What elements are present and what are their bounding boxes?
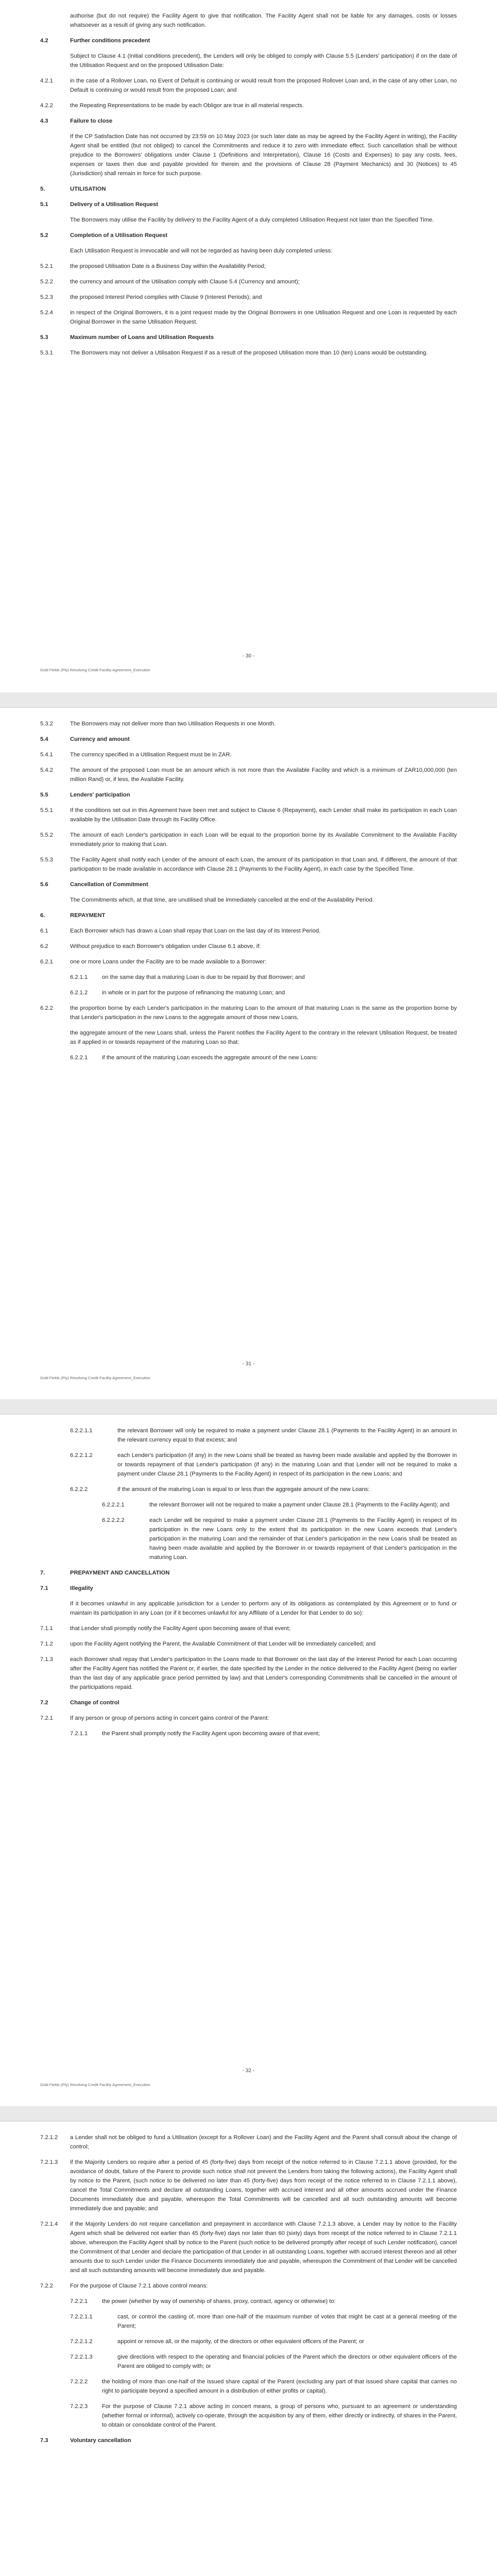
clause-paragraph [40,2281,457,2291]
clause-number: 7.2.2.3 [70,2403,88,2410]
clause-number: 4.3 [40,118,48,124]
clause-paragraph [40,101,457,110]
clause-number: 6.2 [40,943,48,950]
clause-text: in respect of the Original Borrowers, it is a joint request made by the Original Borrowers in one Utilisation Request and one Loan is requested by each Original Borrower in the same Utilisation Request. [70,310,457,325]
clause-text: Currency and amount [70,736,130,742]
clause-text: that Lender shall promptly notify the Facility Agent upon becoming aware of that event; [70,1625,290,1632]
clause-number: 5.2 [40,232,48,239]
clause-paragraph [40,1624,457,1633]
clause-number: 6.2.1.2 [70,990,88,996]
clause-heading [40,2436,457,2445]
clause-number: 7.2.2.1.2 [70,2338,93,2345]
clause-number: 5.2.4 [40,310,53,316]
clause-heading [40,36,457,45]
document-page [0,0,497,692]
clause-text: The Facility Agent shall notify each Lender of the amount of each Loan, the amount of its participation in that Loan and, if different, the amount of that participation to be made available in accordance with Clause 28.1 (Payments to the Facility Agent), in each case by the Specified Time. [70,857,457,872]
clause-number: 5.3.1 [40,350,53,356]
clause-number: 5.5.3 [40,857,53,863]
clause-text: The Borrowers may not deliver a Utilisation Request if as a result of the proposed Utilisation more than 10 (ten) Loans would be outstanding. [70,350,428,356]
clause-paragraph [40,926,457,936]
clause-number: 7.2.2 [40,2283,53,2289]
clause-text: if the amount of the maturing Loan is equal to or less than the aggregate amount of the new Loans: [117,1486,370,1493]
clause-number: 5.6 [40,882,48,888]
clause-paragraph [40,895,457,905]
clause-paragraph [40,1714,457,1723]
clause-text: give directions with respect to the operating and financial policies of the Parent which the directors or other equivalent officers of the Parent are obliged to comply with; or [117,2354,457,2369]
clause-number: 7.2.2.2 [70,2379,88,2385]
document-page [0,1414,497,2106]
clause-text: Change of control [70,1700,119,1706]
clause-text: the proportion borne by each Lender's participation in the maturing Loan to the amount of that maturing Loan is the same as the proportion borne by that Lender's participation in the new Loans to the aggregate amount of those new Loans, [70,1005,457,1021]
clause-paragraph [40,2337,457,2346]
clause-number: 5.4.2 [40,767,53,773]
clause-number: 6.2.2.1.1 [70,1428,93,1434]
clause-number: 5.3.2 [40,721,53,727]
clause-heading [40,790,457,800]
clause-paragraph [40,1451,457,1479]
clause-paragraph [40,973,457,982]
clause-text: the proposed Utilisation Date is a Business Day within the Availability Period; [70,263,266,269]
clause-paragraph [40,277,457,286]
clause-text: Each Utilisation Request is irrevocable and will not be regarded as having been duly completed unless: [70,248,333,254]
clause-number: 7.1.2 [40,1641,53,1647]
clause-text: Illegality [70,1585,93,1591]
clause-text: in the case of a Rollover Loan, no Event of Default is continuing or would result from the proposed Rollover Loan and, in the case of any other Loan, no Default is continuing or would result from the proposed Loan; and [70,78,457,93]
clause-paragraph [40,2402,457,2430]
clause-number: 7.2.2.1.1 [70,2314,93,2320]
document-footer: Gold Fields (Pty) Revolving Credit Facility Agreement_Execution [40,668,150,672]
clause-paragraph [40,76,457,95]
clause-text: if the amount of the maturing Loan exceeds the aggregate amount of the new Loans: [102,1055,318,1061]
page-number: - 31 - [242,1361,255,1367]
clause-text: the proposed Interest Period complies with Clause 9 (Interest Periods); and [70,294,262,300]
clause-text: Maximum number of Loans and Utilisation Requests [70,334,214,341]
clause-number: 5.3 [40,334,48,341]
clause-number: 5.4 [40,736,48,742]
clause-paragraph [40,308,457,327]
clause-paragraph [40,348,457,358]
clause-text: the holding of more than one-half of the issued share capital of the Parent (excluding any part of that issued share capital that carries no right to participate beyond a specified amount in a distribution of either profits or capital). [102,2379,457,2394]
document-page [0,707,497,1399]
clause-number: 7.2.2.1.3 [70,2354,93,2360]
clause-number: 5.5 [40,792,48,798]
clause-text: The Borrowers may not deliver more than two Utilisation Requests in one Month. [70,721,276,727]
clause-heading [40,911,457,920]
clause-text: The Borrowers may utilise the Facility by delivery to the Facility Agent of a duly completed Utilisation Request not later than the Specified Time. [70,217,434,223]
clause-paragraph [40,806,457,824]
clause-paragraph [40,2297,457,2306]
clause-paragraph [40,2352,457,2371]
clause-number: 7.1 [40,1585,48,1591]
clause-paragraph [40,942,457,951]
document-footer: Gold Fields (Pty) Revolving Credit Facility Agreement_Execution [40,2082,150,2087]
clause-paragraph [40,750,457,759]
clause-heading [40,735,457,744]
clause-text: the Parent shall promptly notify the Facility Agent upon becoming aware of that event; [102,1731,320,1737]
clause-paragraph [40,2377,457,2396]
clause-paragraph [40,1655,457,1692]
clause-number: 6.2.2.2.1 [102,1502,125,1508]
clause-text: Voluntary cancellation [70,2437,131,2444]
clause-heading [40,116,457,126]
clause-text: the Repeating Representations to be made by each Obligor are true in all material respects. [70,103,304,109]
clause-text: Completion of a Utilisation Request [70,232,167,239]
clause-number: 5.2.2 [40,279,53,285]
clause-text: For the purpose of Clause 7.2.1 above acting in concert means, a group of persons who, pursuant to an agreement or understanding (whether formal or informal), actively co-operate, through the acquisition by any of them, either directly or indirectly, of shares in the Parent, to obtain or consolidate control of the Parent. [102,2403,457,2428]
clause-paragraph [40,262,457,271]
clause-paragraph [40,1500,457,1510]
clause-text: The Commitments which, at that time, are unutilised shall be immediately cancelled at the end of the Availability Period. [70,897,374,903]
clause-number: 7.2.1.3 [40,2159,58,2165]
clause-text: if the Majority Lenders so require after a period of 45 (forty-five) days from receipt of the notice referred to in Clause 7.2.1.1 above (provided, for the avoidance of doubt, failure of the Parent to provide such notice shall not prevent the Lenders from taking the following actions), the Facility Agent shall by notice to the Parent, (such notice to be delivered no later than 45 (forty-five) days from receipt of the notice referred to in Clause 7.2.1.1 above), cancel the Total Commitments and declare all outstanding Loans, together with accrued interest and all other amounts accrued under the Finance Documents immediately due and payable, whereupon the Total Commitments will be cancelled and all such outstanding amounts will become immediately due and payable; and [70,2159,457,2212]
clause-text: a Lender shall not be obliged to fund a Utilisation (except for a Rollover Loan) and the Facility Agent and the Parent shall consult about the change of control; [70,2134,457,2150]
clause-paragraph [40,1426,457,1445]
clause-number: 7. [40,1570,45,1576]
clause-text: each Lender's participation (if any) in the new Loans shall be treated as having been made available and applied by the Borrower in or towards repayment of that Lender's participation (if any) in the maturing Loan and that Lender will not be required to make a payment under Clause 28.1 (Payments to the Facility Agent) in respect of its participation in the new Loans; and [117,1452,457,1477]
clause-text: UTILISATION [70,186,106,192]
clause-text: Cancellation of Commitment [70,882,148,888]
clause-number: 5.2.3 [40,294,53,300]
clause-text: If the conditions set out in this Agreement have been met and subject to Clause 6 (Repayment), each Lender shall make its participation in each Loan available by the Utilisation Date through its Facility Office. [70,807,457,823]
clause-paragraph [40,1004,457,1022]
clause-heading [40,184,457,194]
clause-heading [40,200,457,209]
clause-paragraph [40,215,457,225]
clause-paragraph [40,1028,457,1047]
clause-text: upon the Facility Agent notifying the Parent, the Available Commitment of that Lender will be immediately cancelled; and [70,1641,376,1647]
clause-text: each Lender will be required to make a payment under Clause 28.1 (Payments to the Facility Agent) in respect of its participation in the new Loans only to the extent that its participation in the new Loans exceeds that Lender's participation in the maturing Loan and the remainder of that Lender's participation in the new Loans shall be treated as having been made available and applied by the Borrower in or towards repayment of that Lender's participation in the maturing Loan. [149,1517,457,1561]
clause-number: 7.3 [40,2437,48,2444]
clause-number: 7.2.1.4 [40,2221,58,2227]
clause-paragraph [40,1485,457,1494]
clause-paragraph [40,246,457,256]
clause-text: Further conditions precedent [70,38,150,44]
clause-heading [40,1568,457,1578]
clause-number: 7.2 [40,1700,48,1706]
clause-number: 5.2.1 [40,263,53,269]
clause-text: the power (whether by way of ownership of shares, proxy, contract, agency or otherwise) to: [102,2298,336,2304]
clause-heading [40,1584,457,1593]
clause-text: The amount of the proposed Loan must be an amount which is not more than the Available Facility and which is a minimum of ZAR10,000,000 (ten million Rand) or, if less, the Available Facility. [70,767,457,783]
clause-heading [40,1698,457,1707]
clause-paragraph [40,2219,457,2275]
clause-text: the currency and amount of the Utilisation comply with Clause 5.4 (Currency and amount); [70,279,300,285]
document-footer: Gold Fields (Pty) Revolving Credit Facility Agreement_Execution [40,1376,150,1380]
clause-paragraph [40,1729,457,1738]
clause-paragraph [40,52,457,70]
clause-text: The amount of each Lender's participation in each Loan will be equal to the proportion borne by its Available Commitment to the Available Facility immediately prior to making that Loan. [70,832,457,848]
clause-number: 4.2 [40,38,48,44]
clause-number: 7.1.1 [40,1625,53,1632]
clause-paragraph [40,766,457,784]
clause-paragraph [40,2133,457,2151]
clause-number: 6.2.2.2.2 [102,1517,125,1523]
clause-text: the relevant Borrower will only be required to make a payment under Clause 28.1 (Payments to the Facility Agent) in an amount in the relevant currency equal to that excess; and [117,1428,457,1443]
clause-text: If any person or group of persons acting in concert gains control of the Parent: [70,1715,269,1721]
clause-paragraph [40,831,457,849]
clause-paragraph [40,1599,457,1618]
clause-text: Each Borrower which has drawn a Loan shall repay that Loan on the last day of its Interest Period. [70,928,321,934]
clause-text: Subject to Clause 4.1 (Initial conditions precedent), the Lenders will only be obliged to comply with Clause 5.5 (Lenders' participation) if on the date of the Utilisation Request and on the proposed Utilisation Date: [70,53,457,69]
clause-paragraph [40,2158,457,2213]
clause-number: 5.4.1 [40,752,53,758]
clause-number: 6.1 [40,928,48,934]
clause-paragraph [40,11,457,30]
clause-text: For the purpose of Clause 7.2.1 above control means: [70,2283,208,2289]
clause-heading [40,231,457,240]
clause-text: Failure to close [70,118,113,124]
clause-number: 5.1 [40,201,48,208]
clause-number: 5.5.2 [40,832,53,838]
clause-paragraph [40,2312,457,2331]
clause-paragraph [40,1516,457,1562]
clause-text: Without prejudice to each Borrower's obligation under Clause 6.1 above, if: [70,943,261,950]
clause-text: Lenders' participation [70,792,130,798]
clause-paragraph [40,132,457,178]
clause-text: The currency specified in a Utilisation Request must be in ZAR. [70,752,232,758]
clause-text: appoint or remove all, or the majority, of the directors or other equivalent officers of the Parent; or [117,2338,365,2345]
clause-number: 6.2.1.1 [70,974,88,980]
clause-text: each Borrower shall repay that Lender's participation in the Loans made to that Borrower on the last day of the Interest Period for each Loan occurring after the Facility Agent has notified the Parent or, if earlier, the date specified by the Lender in the notice delivered to the Facility Agent (being no earlier than the last day of any applicable grace period permitted by law) and that Lender's corresponding Commitments shall be cancelled in the amount of the participations repaid. [70,1656,457,1690]
clause-paragraph [40,1639,457,1649]
clause-paragraph [40,1053,457,1062]
clause-text: on the same day that a maturing Loan is due to be repaid by that Borrower; and [102,974,305,980]
clause-paragraph [40,719,457,728]
page-number: - 30 - [242,653,255,659]
page-number: - 32 - [242,2068,255,2074]
clause-text: If it becomes unlawful in any applicable jurisdiction for a Lender to perform any of its obligations as contemplated by this Agreement or to fund or maintain its participation in any Loan (or if it becomes unlawful for any Affiliate of a Lender for that Lender to do so): [70,1601,457,1616]
clause-text: the relevant Borrower will not be required to make a payment under Clause 28.1 (Payments to the Facility Agent); and [149,1502,450,1508]
clause-number: 6.2.2 [40,1005,53,1011]
clause-paragraph [40,855,457,874]
clause-text: If the CP Satisfaction Date has not occurred by 23:59 on 10 May 2023 (or such later date as may be agreed by the Facility Agent in writing), the Facility Agent shall be entitled (but not obliged) to cancel the Commitments and reduce it to zero with immediate effect. Such cancellation shall be without prejudice to the Borrowers' obligations under Clause 1 (Definitions and Interpretation), Clause 16 (Costs and Expenses) to pay any costs, fees, expenses or taxes then due and payable provided for therein and the provisions of Clause 28 (Payment Mechanics) and 30 (Notices) to 45 (Jurisdiction) shall remain in force for such purpose. [70,133,457,177]
clause-number: 7.1.3 [40,1656,53,1663]
clause-text: one or more Loans under the Facility are to be made available to a Borrower: [70,959,267,965]
clause-number: 6.2.2.2 [70,1486,88,1493]
clause-number: 7.2.1.2 [40,2134,58,2141]
clause-text: in whole or in part for the purpose of refinancing the maturing Loan; and [102,990,285,996]
clause-number: 7.2.2.1 [70,2298,88,2304]
clause-text: cast, or control the casting of, more than one-half of the maximum number of votes that might be cast at a general meeting of the Parent; [117,2314,457,2329]
clause-number: 4.2.2 [40,103,53,109]
clause-paragraph [40,957,457,967]
clause-number: 6.2.2.1 [70,1055,88,1061]
clause-number: 6.2.2.1.2 [70,1452,93,1459]
clause-heading [40,333,457,342]
clause-number: 6. [40,912,45,919]
clause-text: if the Majority Lenders do not require cancellation and prepayment in accordance with Clause 7.2.1.3 above, a Lender may by notice to the Facility Agent which shall be delivered not earlier than 45 (forty-five) days nor later than 60 (sixty) days from receipt of the notice referred to in Clause 7.2.1.1 above, whereupon the Facility Agent shall by notice to the Parent (such notice to be delivered promptly after receipt of such Lender notification), cancel the Commitment of that Lender and declare the participation of that Lender in all outstanding Loans, together with accrued interest thereon and all other amounts due to such Lender under the Finance Documents immediately due and payable, whereupon the Commitment of that Lender will be cancelled and all such outstanding amounts will become immediately due and payable. [70,2221,457,2274]
clause-number: 5. [40,186,45,192]
clause-text: REPAYMENT [70,912,106,919]
clause-text: Delivery of a Utilisation Request [70,201,158,208]
clause-number: 7.2.1.1 [70,1731,88,1737]
clause-number: 5.5.1 [40,807,53,814]
clause-number: 4.2.1 [40,78,53,84]
clause-paragraph [40,293,457,302]
clause-text: authorise (but do not require) the Facility Agent to give that notification. The Facility Agent shall not be liable for any damages, costs or losses whatsoever as a result of giving any such notification. [70,13,457,28]
clause-text: the aggregate amount of the new Loans shall, unless the Parent notifies the Facility Agent to the contrary in the relevant Utilisation Request, be treated as if applied in or towards repayment of the maturing Loan so that: [70,1030,457,1045]
clause-paragraph [40,988,457,997]
document-page [0,2121,497,2576]
clause-number: 7.2.1 [40,1715,53,1721]
clause-heading [40,880,457,889]
clause-number: 6.2.1 [40,959,53,965]
clause-text: PREPAYMENT AND CANCELLATION [70,1570,170,1576]
